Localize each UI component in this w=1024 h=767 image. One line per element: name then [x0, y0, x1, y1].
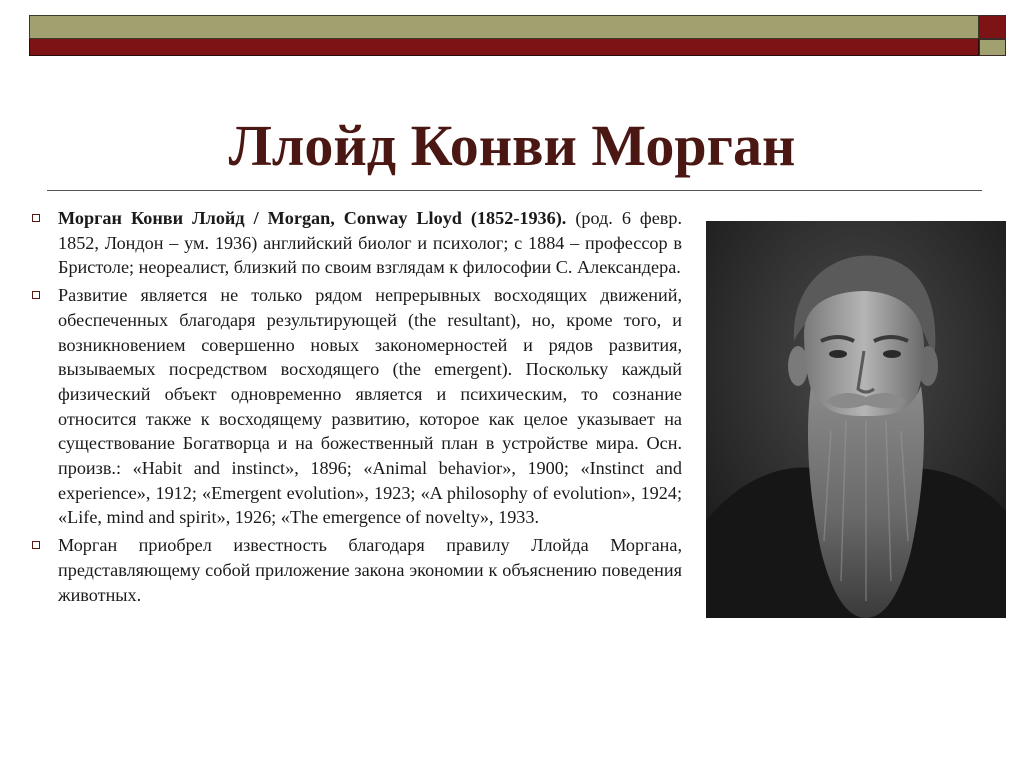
slide-title: Ллойд Конви Морган [228, 113, 796, 178]
accent-square-top [979, 15, 1006, 39]
portrait-illustration [706, 221, 1006, 618]
bullet-item-1 [30, 206, 682, 280]
header-bar-olive [29, 15, 979, 39]
bullet-item-2 [30, 283, 682, 530]
bullet-list [30, 206, 682, 610]
accent-square-bottom [979, 39, 1006, 56]
bullet-text: Морган приобрел известность благодаря правилу Ллойда Моргана, представляющему собой приложение закона экономии к объяснению поведения животных. [58, 535, 682, 605]
bullet-item-3 [30, 533, 682, 607]
portrait-photo [706, 221, 1006, 618]
title-divider [47, 190, 982, 191]
bullet-lead: Морган Конви Ллойд / Morgan, Conway Lloyd (1852-1936). [58, 208, 567, 228]
bullet-text: Развитие является не только рядом непрерывных восходящих движений, обеспеченных благодаря результирующей (the resultant), но, кроме того, и возникновением совершенно новых закономерностей и рядов развития, вызываемых посредством восходящего (the emergent). Поскольку каждый физический объект одновременно является и психическим, то сознание относится также к восходящему развитию, которое как целое указывает на существование Богатворца и на божественный план в устройстве мира. Осн. произв.: «Habit and instinct», 1896; «Animal behavior», 1900; «Instinct and experience», 1912; «Emergent evolution», 1923; «A philosophy of evolution», 1924; «Life, mind and spirit», 1926; «The emergence of novelty», 1933. [58, 285, 682, 528]
square-bullet-icon [32, 541, 40, 549]
square-bullet-icon [32, 214, 40, 222]
bullet-text: (род. 6 февр. 1852, Лондон – ум. 1936) английский биолог и психолог; с 1884 – профессор в Бристоле; неореалист, близкий по своим взглядам к философии С. Александера. [58, 208, 682, 278]
square-bullet-icon [32, 291, 40, 299]
header-bar-maroon [29, 39, 979, 56]
